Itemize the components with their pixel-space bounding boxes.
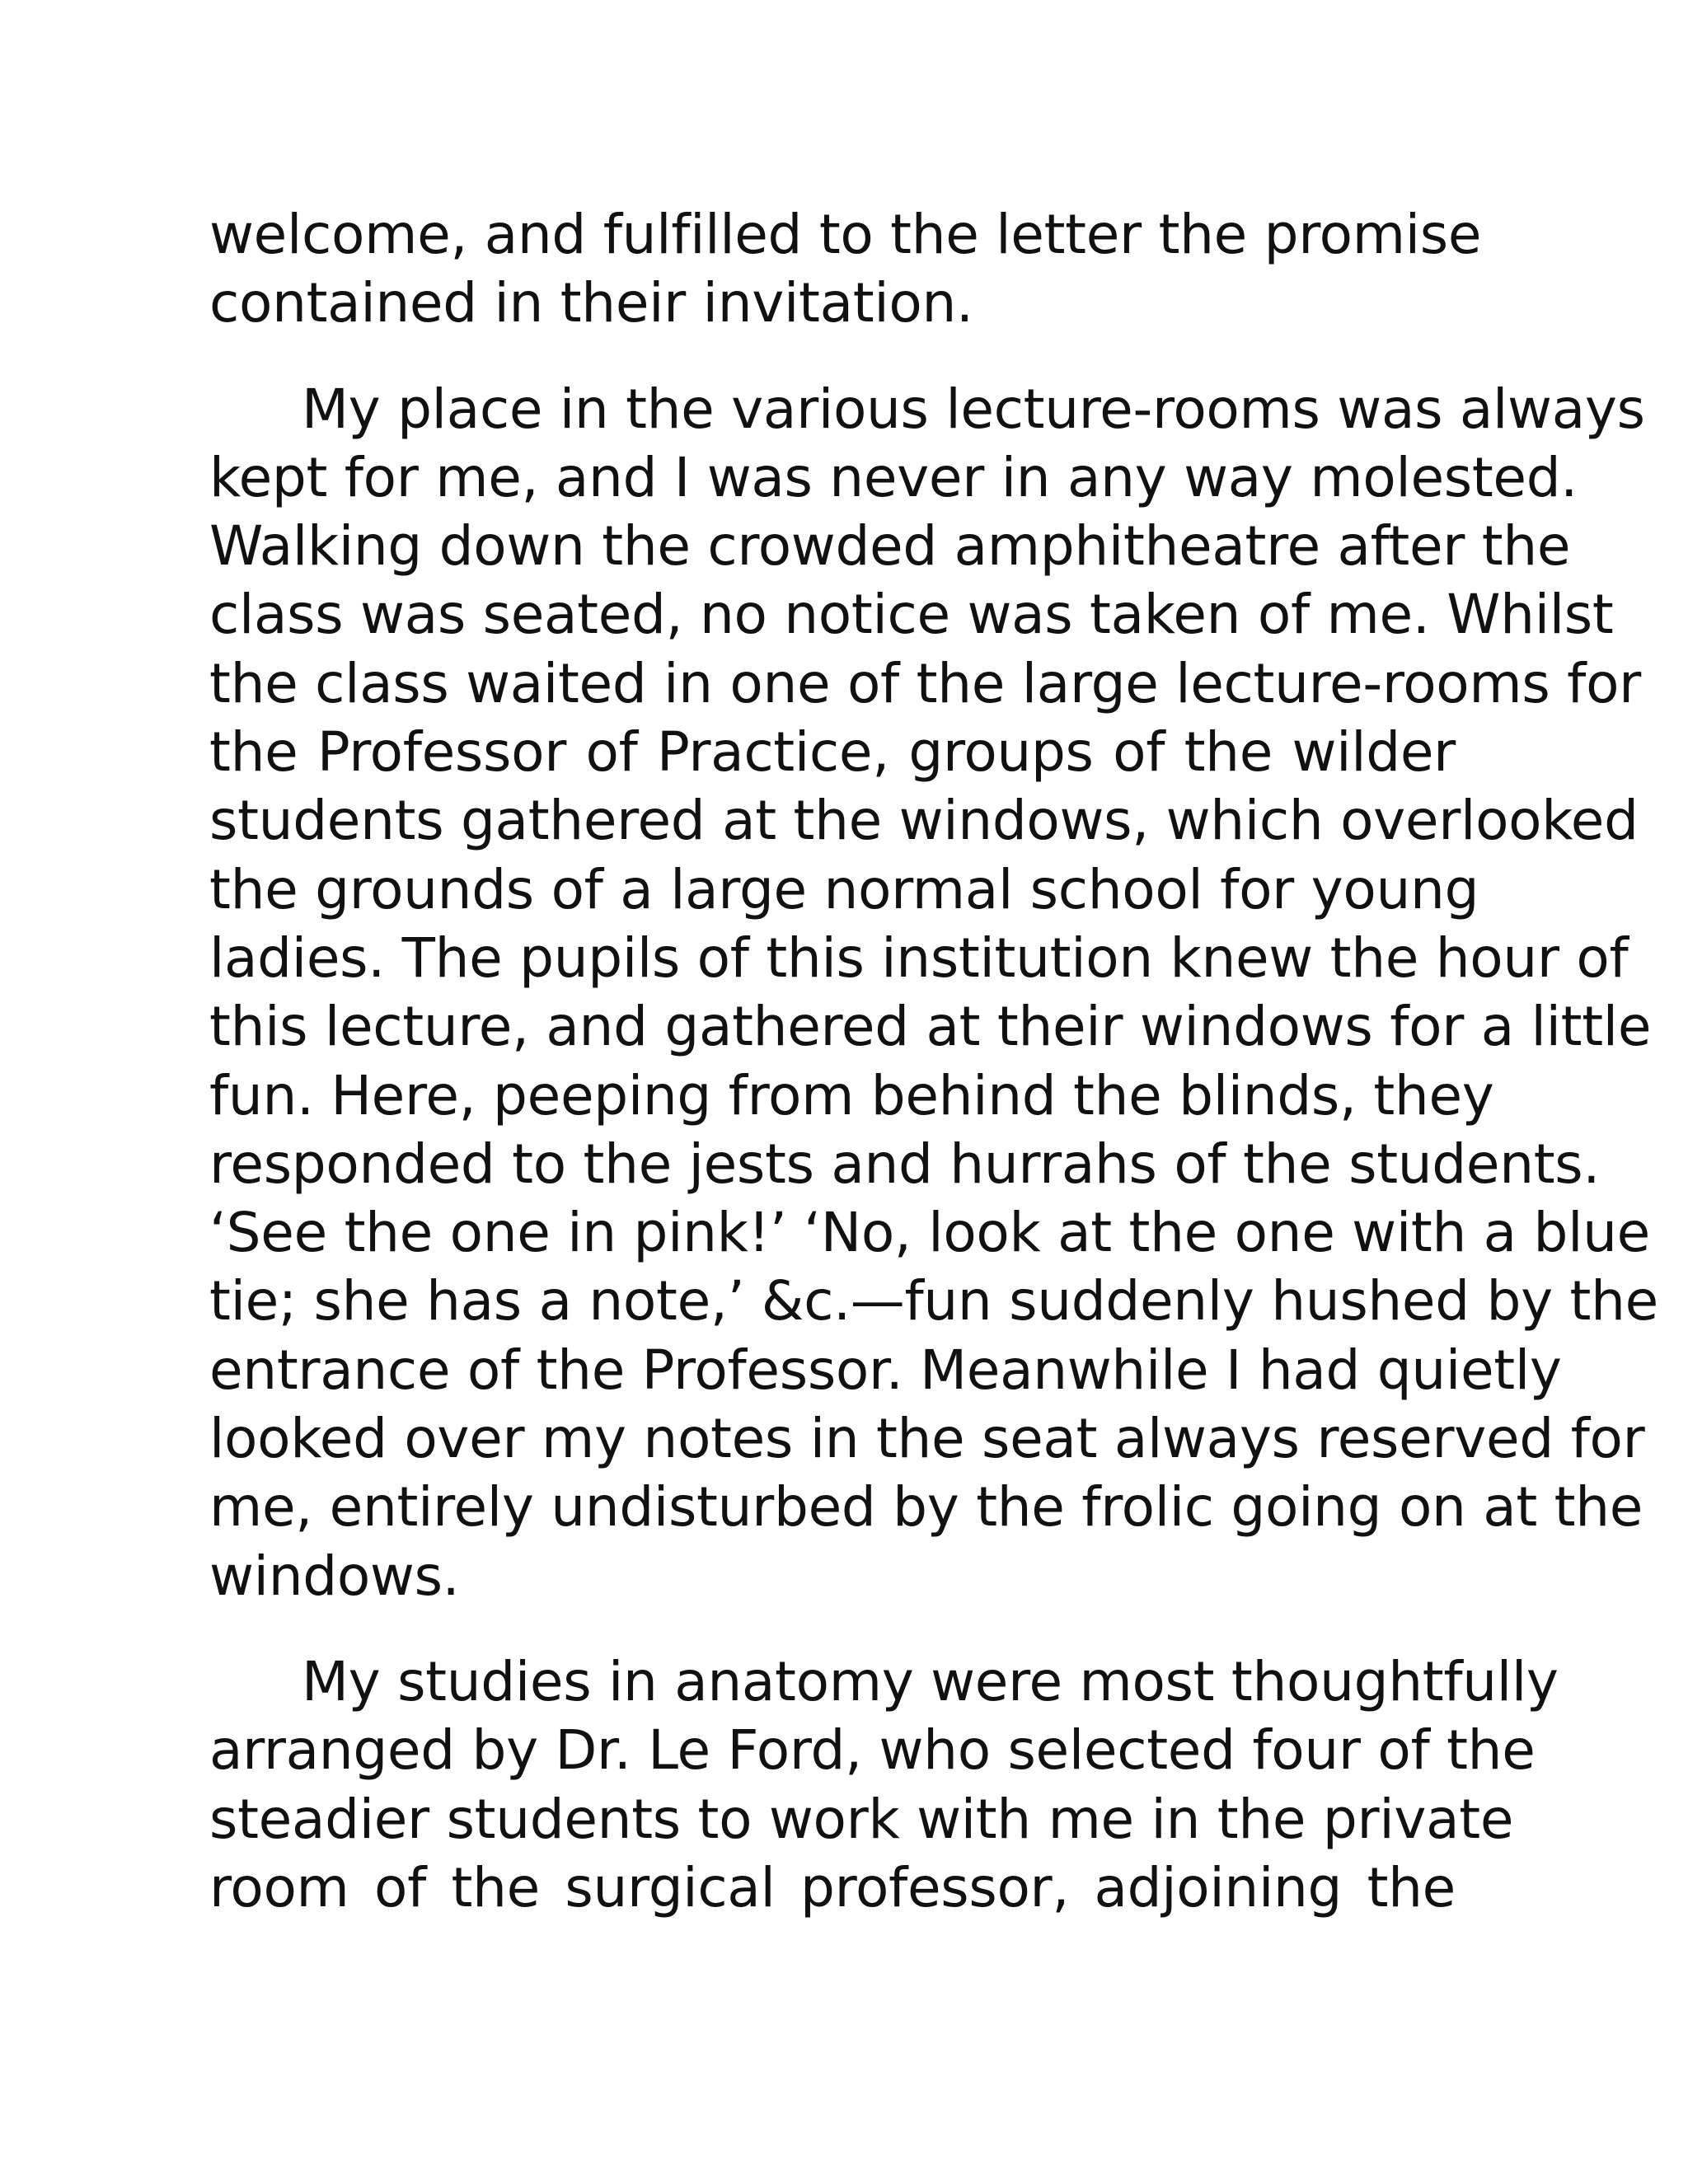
paragraph-2 bbox=[209, 375, 1658, 1610]
text-line: contained in their invitation. bbox=[209, 271, 973, 335]
text-line: room of the surgical professor, adjoining the bbox=[209, 1855, 1456, 1919]
paragraph-1 bbox=[209, 200, 1482, 338]
text-line: welcome, and fulfilled to the letter the promise bbox=[209, 203, 1482, 266]
text-line: fun. Here, peeping from behind the blinds, they bbox=[209, 1063, 1494, 1127]
text-line: windows. bbox=[209, 1544, 460, 1608]
text-line: steadier students to work with me in the private bbox=[209, 1787, 1514, 1851]
text-line: this lecture, and gathered at their windows for a little bbox=[209, 995, 1652, 1059]
text-line: ladies. The pupils of this institution knew the hour of bbox=[209, 926, 1629, 990]
text-line: class was seated, no notice was taken of me. Whilst bbox=[209, 583, 1614, 647]
text-line: entrance of the Professor. Meanwhile I had quietly bbox=[209, 1338, 1562, 1402]
paragraph-gap bbox=[209, 1610, 1456, 1647]
paragraph-3 bbox=[209, 1647, 1559, 1922]
text-line: the class waited in one of the large lecture-rooms for bbox=[209, 651, 1641, 715]
text-line: responded to the jests and hurrahs of the students. bbox=[209, 1132, 1601, 1196]
text-line: Walking down the crowded amphitheatre after the bbox=[209, 514, 1571, 579]
text-line: students gathered at the windows, which overlooked bbox=[209, 789, 1639, 853]
paragraph-gap bbox=[209, 338, 1456, 375]
text-line: My place in the various lecture-rooms was always bbox=[302, 377, 1645, 441]
text-line: My studies in anatomy were most thoughtfully bbox=[302, 1649, 1559, 1713]
text-line: ‘See the one in pink!’ ‘No, look at the one with a blue bbox=[209, 1201, 1650, 1265]
text-line: tie; she has a note,’ &c.—fun suddenly hushed by the bbox=[209, 1269, 1658, 1333]
text-line: kept for me, and I was never in any way molested. bbox=[209, 445, 1578, 509]
text-line: the grounds of a large normal school for young bbox=[209, 857, 1479, 921]
text-line: looked over my notes in the seat always reserved for bbox=[209, 1407, 1645, 1471]
text-line: me, entirely undisturbed by the frolic going on at the bbox=[209, 1475, 1643, 1540]
text-line: the Professor of Practice, groups of the wilder bbox=[209, 720, 1456, 785]
body-text bbox=[209, 200, 1658, 1922]
text-line: arranged by Dr. Le Ford, who selected four of the bbox=[209, 1718, 1536, 1783]
